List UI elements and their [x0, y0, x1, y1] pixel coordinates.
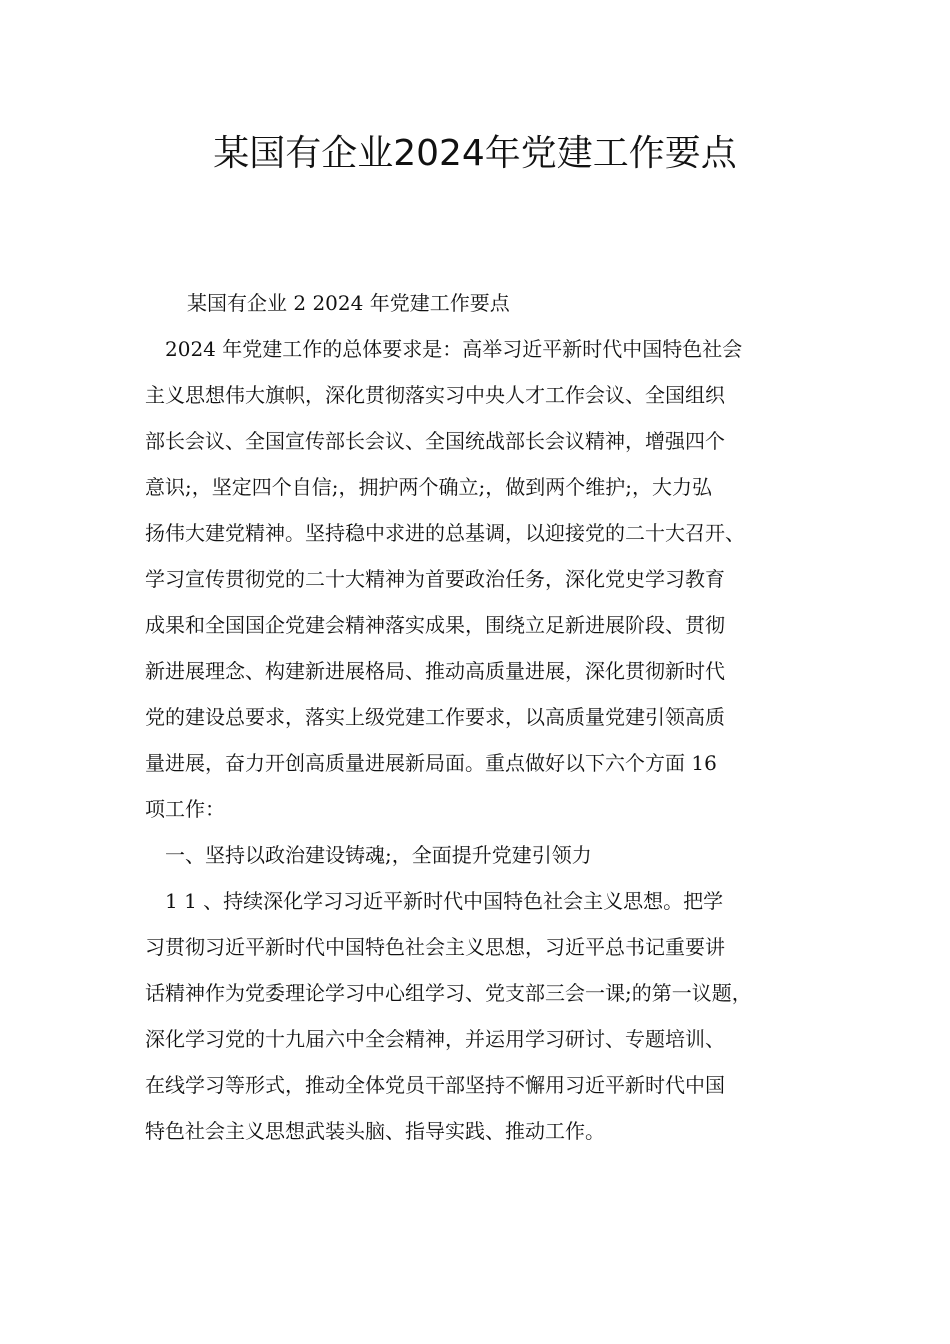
intro-line: 扬伟大建党精神。坚持稳中求进的总基调，以迎接党的二十大召开、	[145, 521, 745, 545]
intro-paragraph	[145, 326, 835, 832]
item-paragraph	[145, 878, 835, 1154]
item-line: 特色社会主义思想武装头脑、指导实践、推动工作。	[145, 1119, 605, 1143]
document-body	[145, 280, 835, 1154]
intro-line: 主义思想伟大旗帜，深化贯彻落实习中央人才工作会议、全国组织	[145, 383, 725, 407]
intro-line: 成果和全国国企党建会精神落实成果，围绕立足新进展阶段、贯彻	[145, 613, 725, 637]
item-line: 深化学习党的十九届六中全会精神，并运用学习研讨、专题培训、	[145, 1027, 725, 1051]
section-heading: 一、坚持以政治建设铸魂;，全面提升党建引领力	[165, 843, 592, 867]
intro-line: 意识;，坚定四个自信;，拥护两个确立;，做到两个维护;，大力弘	[145, 475, 712, 499]
item-line: 话精神作为党委理论学习中心组学习、党支部三会一课;的第一议题，	[145, 981, 752, 1005]
item-line: 1 1 、持续深化学习习近平新时代中国特色社会主义思想。把学	[165, 889, 724, 913]
intro-line: 量进展，奋力开创高质量进展新局面。重点做好以下六个方面 16	[145, 751, 717, 775]
item-line: 在线学习等形式，推动全体党员干部坚持不懈用习近平新时代中国	[145, 1073, 725, 1097]
item-line: 习贯彻习近平新时代中国特色社会主义思想，习近平总书记重要讲	[145, 935, 725, 959]
section-heading-paragraph	[145, 832, 835, 878]
intro-line: 项工作：	[145, 797, 225, 821]
intro-line: 新进展理念、构建新进展格局、推动高质量进展，深化贯彻新时代	[145, 659, 725, 683]
intro-line: 党的建设总要求，落实上级党建工作要求，以高质量党建引领高质	[145, 705, 725, 729]
intro-line: 2024 年党建工作的总体要求是：高举习近平新时代中国特色社会	[165, 337, 743, 361]
subtitle-line: 某国有企业 2 2024 年党建工作要点	[187, 291, 510, 315]
intro-line: 部长会议、全国宣传部长会议、全国统战部长会议精神，增强四个	[145, 429, 725, 453]
intro-line: 学习宣传贯彻党的二十大精神为首要政治任务，深化党史学习教育	[145, 567, 725, 591]
document-title: 某国有企业2024年党建工作要点	[213, 133, 737, 174]
subtitle-paragraph	[145, 280, 835, 326]
